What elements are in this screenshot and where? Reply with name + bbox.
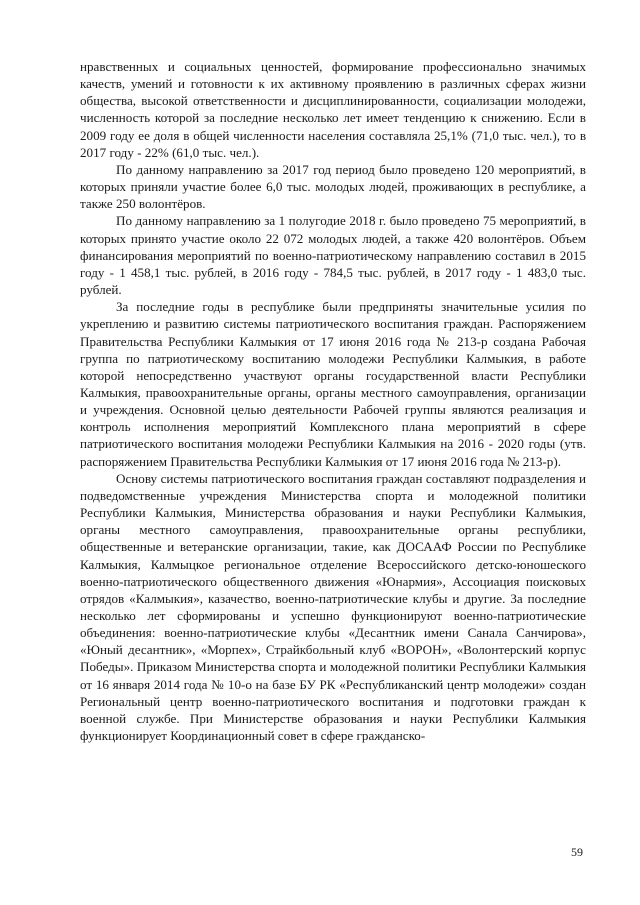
page-number: 59 (571, 845, 583, 859)
paragraph-5: Основу системы патриотического воспитания граждан составляют подразделения и подведомственные учреждения Министерства спорта и молодежной политики Республики Калмыкия, Министерства образования и науки Республики Калмыкия, органы местного самоуправления, правоохранительные органы республики, общественные и ветеранские организации, такие, как ДОСААФ России по Республике Калмыкия, Калмыцкое региональное отделение Всероссийского детско-юношеского военно-патриотического общественного движения «Юнармия», Ассоциация поисковых отрядов «Калмыкия», казачество, военно-патриотические клубы и другие. За последние несколько лет сформированы и успешно функционируют военно-патриотические объединения: военно-патриотические клубы «Десантник имени Санала Санчирова», «Юный десантник», «Морпех», Страйкбольный клуб «ВОРОН», «Волонтерский корпус Победы». Приказом Министерства спорта и молодежной политики Республики Калмыкия от 16 января 2014 года № 10-о на базе БУ РК «Республиканский центр молодежи» создан Региональный центр военно-патриотического воспитания и подготовки граждан к военной службе. При Министерстве образования и науки Республики Калмыкия функционирует Координационный совет в сфере гражданско- (80, 470, 586, 744)
paragraph-3: По данному направлению за 1 полугодие 2018 г. было проведено 75 мероприятий, в которых принято участие около 22 072 молодых людей, а также 420 волонтёров. Объем финансирования мероприятий по военно-патриотическому направлению составил в 2015 году - 1 458,1 тыс. рублей, в 2016 году - 784,5 тыс. рублей, в 2017 году - 1 483,0 тыс. рублей. (80, 213, 586, 298)
document-body (80, 58, 586, 744)
paragraph-2: По данному направлению за 2017 год период было проведено 120 мероприятий, в которых приняли участие более 6,0 тыс. молодых людей, проживающих в республике, а также 250 волонтёров. (80, 161, 586, 212)
paragraph-1: нравственных и социальных ценностей, формирование профессионально значимых качеств, умений и готовности к их активному проявлению в различных сферах жизни общества, высокой ответственности и дисциплинированности, социализации молодежи, численность которой за последние несколько лет имеет тенденцию к снижению. Если в 2009 году ее доля в общей численности населения составляла 25,1% (71,0 тыс. чел.), то в 2017 году - 22% (61,0 тыс. чел.). (80, 59, 586, 160)
paragraph-4: За последние годы в республике были предприняты значительные усилия по укреплению и развитию системы патриотического воспитания граждан. Распоряжением Правительства Республики Калмыкия от 17 июня 2016 года № 213-р создана Рабочая группа по патриотическому воспитанию молодежи Республики Калмыкия, в работе которой непосредственно участвуют органы государственной власти Республики Калмыкия, правоохранительные органы, органы местного самоуправления, организации и учреждения. Основной целью деятельности Рабочей группы являются реализация и контроль исполнения мероприятий Комплексного плана мероприятий в сфере патриотического воспитания молодежи Республики Калмыкия на 2016 - 2020 годы (утв. распоряжением Правительства Республики Калмыкия от 17 июня 2016 года № 213-р). (80, 299, 586, 469)
